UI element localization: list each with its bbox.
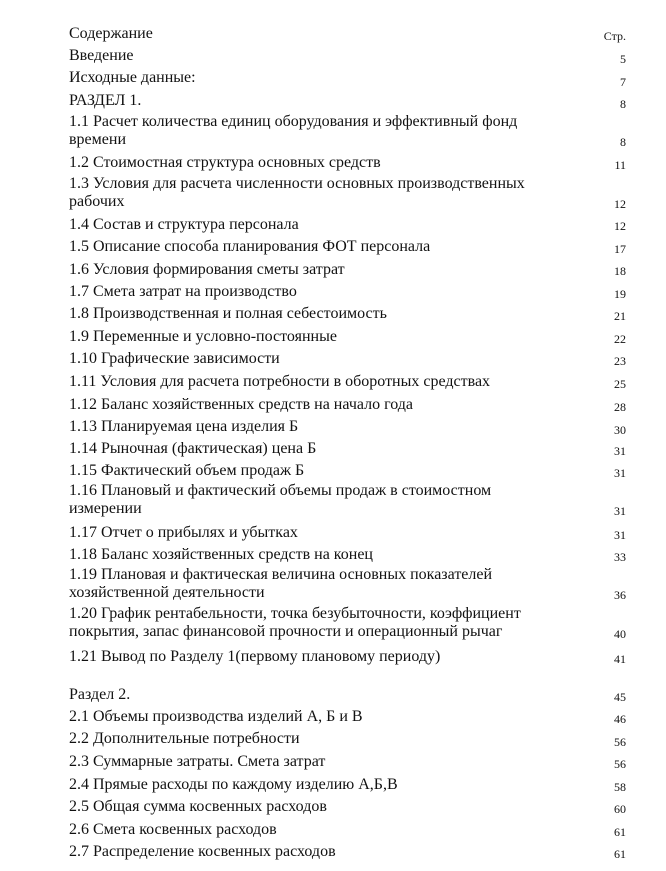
- toc-entry-page: 23: [614, 354, 626, 368]
- toc-entry[interactable]: [69, 440, 626, 458]
- toc-entry-text: 1.2 Стоимостная структура основных средств: [69, 154, 381, 171]
- toc-entry[interactable]: [69, 753, 626, 771]
- toc-entry-page: 46: [614, 712, 626, 726]
- toc-entry-page: 61: [614, 825, 626, 839]
- toc-entry-page: 31: [614, 444, 626, 458]
- toc-entry-text: 1.4 Состав и структура персонала: [69, 216, 299, 233]
- toc-entry-page: 31: [614, 504, 626, 518]
- toc-entry-text: 1.14 Рыночная (фактическая) цена Б: [69, 440, 317, 457]
- toc-entry-text: 1.18 Баланс хозяйственных средств на конец: [69, 546, 373, 563]
- toc-entry-text: 1.20 График рентабельности, точка безубыточности, коэффициент покрытия, запас финансовой прочности и операционный рычаг: [69, 605, 521, 640]
- toc-entry-page: 33: [614, 550, 626, 564]
- toc-entry-page: 19: [614, 287, 626, 301]
- toc-entry-text: 1.16 Плановый и фактический объемы продаж в стоимостном измерении: [69, 482, 492, 517]
- toc-entry-text: 1.19 Плановая и фактическая величина основных показателей хозяйственной деятельности: [69, 566, 493, 601]
- toc-entry-page: 40: [614, 627, 626, 641]
- toc-entry[interactable]: [69, 69, 626, 87]
- toc-entry[interactable]: [69, 216, 626, 234]
- toc-entry-page: 8: [620, 97, 626, 111]
- toc-entry-text: 2.3 Суммарные затраты. Смета затрат: [69, 753, 326, 770]
- toc-entry-page: 31: [614, 528, 626, 542]
- toc-entry[interactable]: [69, 47, 626, 65]
- toc-entry-text: 2.4 Прямые расходы по каждому изделию А,Б,В: [69, 776, 398, 793]
- toc-entry[interactable]: [69, 776, 626, 794]
- toc-header: [69, 25, 626, 43]
- toc-entry[interactable]: [69, 113, 626, 149]
- toc-entry-text: 2.2 Дополнительные потребности: [69, 730, 300, 747]
- toc-entry-page: 31: [614, 466, 626, 480]
- toc-entry-page: 45: [614, 690, 626, 704]
- toc-entry-text: 1.3 Условия для расчета численности основных производственных рабочих: [69, 175, 525, 210]
- toc-entry-text: 1.9 Переменные и условно-постоянные: [69, 328, 337, 345]
- toc-entry-text: 1.12 Баланс хозяйственных средств на начало года: [69, 396, 414, 413]
- toc-entry[interactable]: [69, 686, 626, 704]
- toc-entry-page: 30: [614, 423, 626, 437]
- toc-entry[interactable]: [69, 328, 626, 346]
- toc-entry-page: 17: [614, 242, 626, 256]
- toc-entry[interactable]: [69, 154, 626, 172]
- toc-entry-text: 1.15 Фактический объем продаж Б: [69, 462, 305, 479]
- toc-entry-page: 58: [614, 780, 626, 794]
- toc-entry-text: 2.6 Смета косвенных расходов: [69, 821, 277, 838]
- toc-entry-text: Раздел 2.: [69, 686, 131, 703]
- toc-entry[interactable]: [69, 261, 626, 279]
- toc-entry[interactable]: [69, 418, 626, 436]
- toc-entry[interactable]: [69, 708, 626, 726]
- toc-entry-text: 1.1 Расчет количества единиц оборудования и эффективный фонд времени: [69, 113, 518, 148]
- toc-entry-text: 1.8 Производственная и полная себестоимость: [69, 305, 387, 322]
- toc-entry-text: Исходные данные:: [69, 69, 196, 86]
- toc-entry[interactable]: [69, 396, 626, 414]
- toc-entry-page: 41: [614, 652, 626, 666]
- toc-entry-text: 2.1 Объемы производства изделий А, Б и В: [69, 708, 363, 725]
- toc-entry[interactable]: [69, 305, 626, 323]
- toc-entry-page: 36: [614, 588, 626, 602]
- toc-entry-text: РАЗДЕЛ 1.: [69, 92, 142, 109]
- toc-entry[interactable]: [69, 350, 626, 368]
- toc-entry-text: 2.5 Общая сумма косвенных расходов: [69, 798, 327, 815]
- toc-entry-page: 11: [614, 158, 626, 172]
- toc-entry[interactable]: [69, 462, 626, 480]
- toc-entry-page: 61: [614, 847, 626, 861]
- toc-entry[interactable]: [69, 821, 626, 839]
- toc-entry-text: 1.13 Планируемая цена изделия Б: [69, 418, 299, 435]
- toc-entry[interactable]: [69, 605, 626, 641]
- toc-entry[interactable]: [69, 524, 626, 542]
- toc-entry[interactable]: [69, 92, 626, 110]
- toc-entry[interactable]: [69, 843, 626, 861]
- toc-entry-page: 56: [614, 757, 626, 771]
- toc-entry-text: 1.6 Условия формирования сметы затрат: [69, 261, 345, 278]
- toc-entry[interactable]: [69, 566, 626, 602]
- toc-entry-page: 21: [614, 309, 626, 323]
- toc-entry-page: 56: [614, 735, 626, 749]
- toc-entry-page: 8: [620, 135, 626, 149]
- toc-entry[interactable]: [69, 730, 626, 748]
- toc-entry[interactable]: [69, 175, 626, 211]
- toc-heading: Содержание: [69, 25, 153, 42]
- toc-entry[interactable]: [69, 798, 626, 816]
- toc-entry-page: 25: [614, 377, 626, 391]
- toc-entry-text: 1.10 Графические зависимости: [69, 350, 280, 367]
- toc-entry-page: 60: [614, 802, 626, 816]
- toc-entry-page: 5: [620, 52, 626, 66]
- toc-entry[interactable]: [69, 482, 626, 518]
- toc-entry[interactable]: [69, 283, 626, 301]
- toc-entry[interactable]: [69, 373, 626, 391]
- toc-entry-page: 12: [614, 197, 626, 211]
- toc-entry-page: 18: [614, 264, 626, 278]
- toc-entry-text: 1.17 Отчет о прибылях и убытках: [69, 524, 298, 541]
- toc-entry-text: 1.21 Вывод по Разделу 1(первому плановому периоду): [69, 648, 441, 665]
- toc-entry[interactable]: [69, 238, 626, 256]
- toc-entry-page: 22: [614, 332, 626, 346]
- toc-entry-text: 1.7 Смета затрат на производство: [69, 283, 297, 300]
- toc-entry-text: 1.5 Описание способа планирования ФОТ персонала: [69, 238, 431, 255]
- toc-entry-text: 1.11 Условия для расчета потребности в оборотных средствах: [69, 373, 491, 390]
- toc-entry-text: Введение: [69, 47, 134, 64]
- toc-entry-text: 2.7 Распределение косвенных расходов: [69, 843, 336, 860]
- toc-entry-page: 12: [614, 219, 626, 233]
- toc-entry[interactable]: [69, 546, 626, 564]
- toc-entry-page: 7: [620, 75, 626, 89]
- page-column-label: Стр.: [603, 29, 626, 43]
- toc-entry[interactable]: [69, 648, 626, 666]
- toc-entry-page: 28: [614, 400, 626, 414]
